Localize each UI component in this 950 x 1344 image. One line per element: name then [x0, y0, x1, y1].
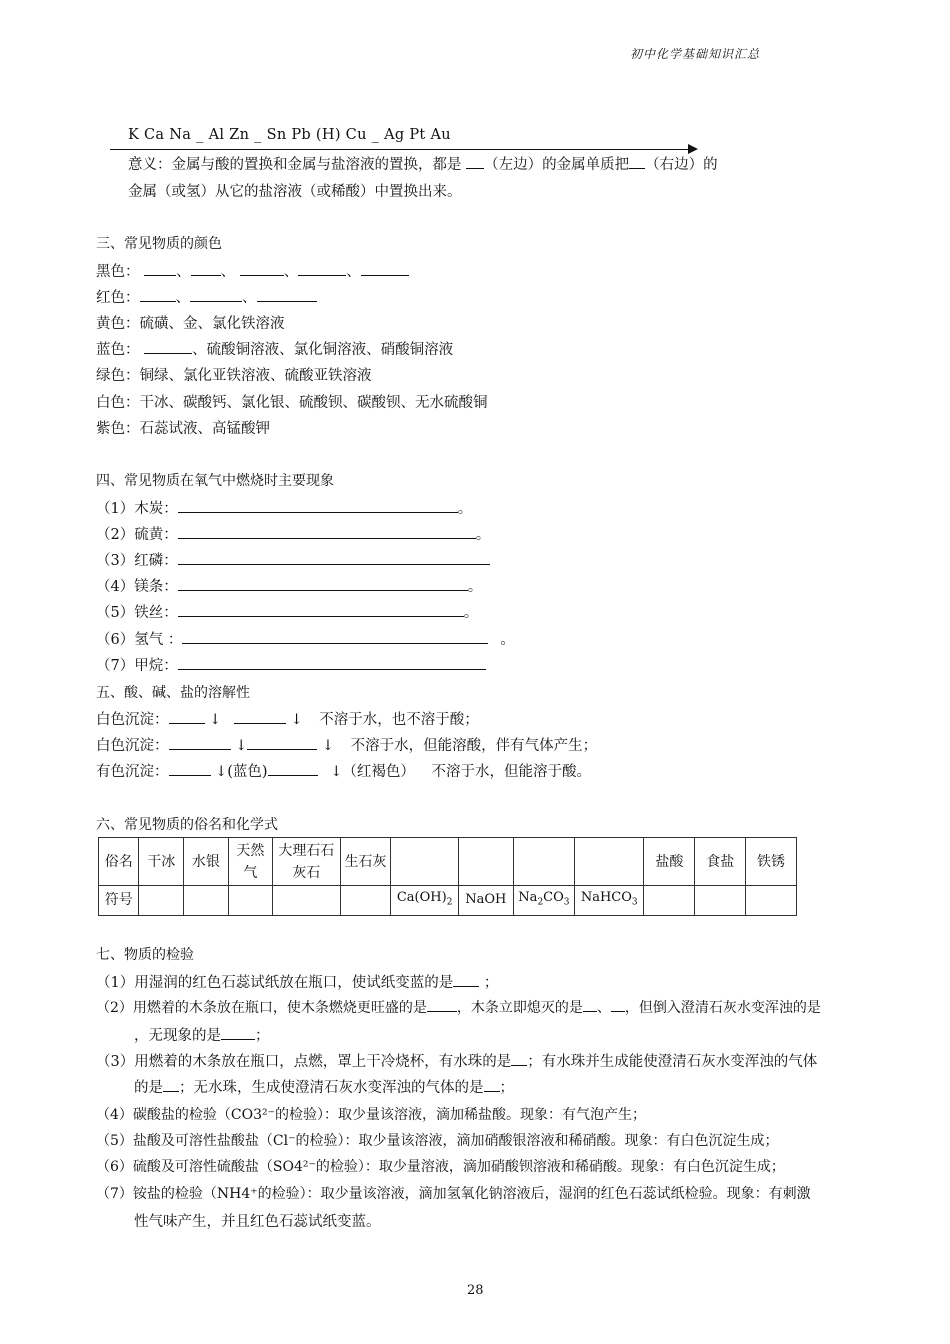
combustion-item	[96, 523, 490, 544]
color-white: 白色：干冰、碳酸钙、氯化银、硫酸钡、碳酸钡、无水硫酸铜	[96, 395, 488, 411]
separator: 、	[283, 264, 299, 280]
blank	[611, 997, 625, 1012]
blank	[163, 1077, 179, 1092]
table-cell	[139, 886, 184, 916]
row-header: 俗名	[99, 838, 139, 886]
page-number: 28	[467, 1283, 484, 1298]
text: ；	[483, 975, 499, 991]
text: 、	[596, 1000, 611, 1016]
test-6: （6）硫酸及可溶性硫酸盐（SO4²⁻的检验）：取少量溶液，滴加硝酸钡溶液和稀硝酸。现象：有白色沉淀生成；	[96, 1159, 785, 1175]
blank	[268, 761, 318, 776]
period: 。	[463, 605, 479, 621]
blank	[190, 287, 242, 302]
blank	[298, 261, 346, 276]
combustion-item	[96, 628, 515, 649]
blue-items: 、硫酸铜溶液、氯化铜溶液、硝酸铜溶液	[192, 342, 454, 358]
color-note: (蓝色)	[227, 764, 268, 780]
separator: 、	[346, 264, 361, 280]
test-2-line1	[96, 997, 821, 1017]
names-formulas-table	[98, 837, 797, 916]
test-3-line1	[96, 1050, 817, 1071]
blank	[240, 261, 284, 276]
activity-series: K Ca Na _ Al Zn _ Sn Pb (H) Cu _ Ag Pt Au	[128, 127, 451, 143]
blank	[484, 1077, 500, 1092]
blank	[191, 261, 221, 276]
section-4-title: 四、常见物质在氧气中燃烧时主要现象	[96, 473, 334, 489]
blank	[247, 735, 317, 750]
table-cell: 铁锈	[746, 838, 797, 886]
combustion-item	[96, 497, 472, 518]
text: （3）用燃着的木条放在瓶口，点燃，罩上干冷烧杯，有水珠的是	[96, 1054, 512, 1070]
period: 。	[457, 501, 473, 517]
test-4: （4）碳酸盐的检验（CO3²⁻的检验）：取少量该溶液，滴加稀盐酸。现象：有气泡产生；	[96, 1107, 647, 1123]
table-cell: 水银	[184, 838, 229, 886]
period: 。	[500, 632, 515, 648]
text: ；	[255, 1028, 270, 1044]
text: （1）用湿润的红色石蕊试纸放在瓶口，使试纸变蓝的是	[96, 975, 454, 991]
blank	[234, 709, 286, 724]
separator: 、	[242, 290, 257, 306]
combustion-item	[96, 601, 478, 622]
color-red	[96, 286, 317, 307]
description: 不溶于水，但能溶于酸。	[431, 764, 591, 780]
table-cell	[340, 886, 391, 916]
activity-meaning-line2: 金属（或氢）从它的盐溶液（或稀酸）中置换出来。	[128, 184, 462, 200]
blank	[178, 602, 464, 617]
combustion-item	[96, 549, 490, 570]
table-cell: 干冰	[139, 838, 184, 886]
test-7-line1: （7）铵盐的检验（NH4⁺的检验）：取少量该溶液，滴加氢氧化钠溶液后，湿润的红色石蕊试纸检验。现象：有刺激	[96, 1186, 811, 1202]
text: ；无水珠，生成使澄清石灰水变浑浊的气体的是	[179, 1080, 484, 1096]
blank	[169, 735, 231, 750]
solubility-white-2	[96, 734, 597, 755]
test-5: （5）盐酸及可溶性盐酸盐（Cl⁻的检验）：取少量该溶液，滴加硝酸银溶液和稀硝酸。现象：有白色沉淀生成；	[96, 1133, 779, 1149]
precipitate-arrow-icon: ↓	[330, 764, 343, 780]
item-label: （6）氢气 ：	[96, 632, 183, 648]
table-cell: 食盐	[695, 838, 746, 886]
text: ；有水珠并生成能使澄清石灰水变浑浊的气体	[527, 1054, 818, 1070]
blank	[629, 154, 645, 169]
blank	[466, 154, 484, 169]
table-cell: $Ca(OH)_2$	[391, 886, 458, 916]
label: 有色沉淀：	[96, 764, 169, 780]
color-blue	[96, 338, 453, 359]
row-header: 符号	[99, 886, 139, 916]
table-cell	[273, 886, 340, 916]
blank	[144, 339, 192, 354]
precipitate-arrow-icon: ↓	[215, 764, 228, 780]
item-label: （3）红磷：	[96, 553, 178, 569]
blank	[182, 629, 488, 644]
text: ，但倒入澄清石灰水变浑浊的是	[624, 1000, 821, 1016]
solubility-white-1	[96, 708, 479, 729]
blank	[361, 261, 409, 276]
blank	[178, 576, 468, 591]
text: ，无现象的是	[134, 1028, 221, 1044]
text: ，木条立即熄灭的是	[456, 1000, 583, 1016]
table-cell: 大理石石灰石	[273, 838, 340, 886]
blank	[221, 1025, 255, 1040]
test-2-line2	[134, 1024, 270, 1045]
color-yellow: 黄色：硫磺、金、氯化铁溶液	[96, 316, 285, 332]
color-label: 红色：	[96, 290, 140, 306]
item-label: （5）铁丝：	[96, 605, 178, 621]
text: 的是	[134, 1080, 163, 1096]
precipitate-arrow-icon: ↓	[235, 738, 248, 754]
table-cell	[746, 886, 797, 916]
table-cell	[644, 886, 695, 916]
description: 不溶于水，也不溶于酸；	[319, 712, 479, 728]
page-header: 初中化学基础知识汇总	[630, 47, 761, 61]
item-label: （1）木炭：	[96, 501, 178, 517]
color-green: 绿色：铜绿、氯化亚铁溶液、硫酸亚铁溶液	[96, 368, 372, 384]
table-cell	[228, 886, 273, 916]
separator: 、	[176, 264, 191, 280]
label: 白色沉淀：	[96, 712, 169, 728]
test-1	[96, 971, 498, 992]
period: 。	[467, 579, 483, 595]
table-cell: 生石灰	[340, 838, 391, 886]
table-cell	[458, 838, 513, 886]
table-cell: $Na_2CO_3$	[513, 886, 574, 916]
table-cell: 天然气	[228, 838, 273, 886]
solubility-colored	[96, 760, 591, 781]
blank	[140, 287, 176, 302]
table-row	[99, 886, 797, 916]
blank	[583, 997, 597, 1012]
activity-arrow-line	[110, 149, 690, 150]
table-cell	[695, 886, 746, 916]
test-3-line2	[134, 1076, 514, 1097]
meaning-text-a: 意义：金属与酸的置换和金属与盐溶液的置换，都是	[128, 157, 462, 173]
precipitate-arrow-icon: ↓	[321, 738, 335, 754]
blank	[144, 261, 176, 276]
blank	[169, 709, 205, 724]
blank	[178, 498, 458, 513]
text: ；	[499, 1080, 514, 1096]
description: 不溶于水，但能溶酸，伴有气体产生；	[350, 738, 598, 754]
separator: 、	[220, 264, 236, 280]
label: 白色沉淀：	[96, 738, 169, 754]
table-cell: NaHCO$_3$	[575, 886, 644, 916]
table-cell	[184, 886, 229, 916]
blank	[453, 972, 479, 987]
table-cell	[575, 838, 644, 886]
blank	[427, 997, 457, 1012]
meaning-text-b: （左边）的金属单质把	[484, 157, 630, 173]
separator: 、	[175, 290, 190, 306]
section-5-title: 五、酸、碱、盐的溶解性	[96, 685, 250, 701]
item-label: （4）镁条：	[96, 579, 178, 595]
blank	[178, 550, 490, 565]
table-cell	[513, 838, 574, 886]
color-black	[96, 260, 409, 281]
color-label: 蓝色：	[96, 342, 140, 358]
meaning-text-c: （右边）的	[645, 157, 718, 173]
item-label: （7）甲烷：	[96, 658, 178, 674]
combustion-item	[96, 654, 486, 675]
blank	[169, 761, 211, 776]
blank	[257, 287, 317, 302]
table-cell: NaOH	[458, 886, 513, 916]
test-7-line2: 性气味产生，并且红色石蕊试纸变蓝。	[134, 1214, 381, 1230]
precipitate-arrow-icon: ↓	[209, 712, 222, 728]
table-row	[99, 838, 797, 886]
section-7-title: 七、物质的检验	[96, 947, 194, 963]
item-label: （2）硫黄：	[96, 527, 178, 543]
period: 。	[475, 527, 491, 543]
activity-meaning-line1	[128, 153, 718, 174]
combustion-item	[96, 575, 482, 596]
color-label: 黑色：	[96, 264, 140, 280]
table-cell	[391, 838, 458, 886]
text: （2）用燃着的木条放在瓶口，使木条燃烧更旺盛的是	[96, 1000, 427, 1016]
section-6-title: 六、常见物质的俗名和化学式	[96, 817, 278, 833]
table-cell: 盐酸	[644, 838, 695, 886]
blank	[178, 655, 486, 670]
blank	[511, 1051, 527, 1066]
blank	[178, 524, 476, 539]
color-purple: 紫色：石蕊试液、高锰酸钾	[96, 421, 270, 437]
section-3-title: 三、常见物质的颜色	[96, 236, 222, 252]
color-note: （红褐色）	[342, 764, 415, 780]
precipitate-arrow-icon: ↓	[290, 712, 303, 728]
